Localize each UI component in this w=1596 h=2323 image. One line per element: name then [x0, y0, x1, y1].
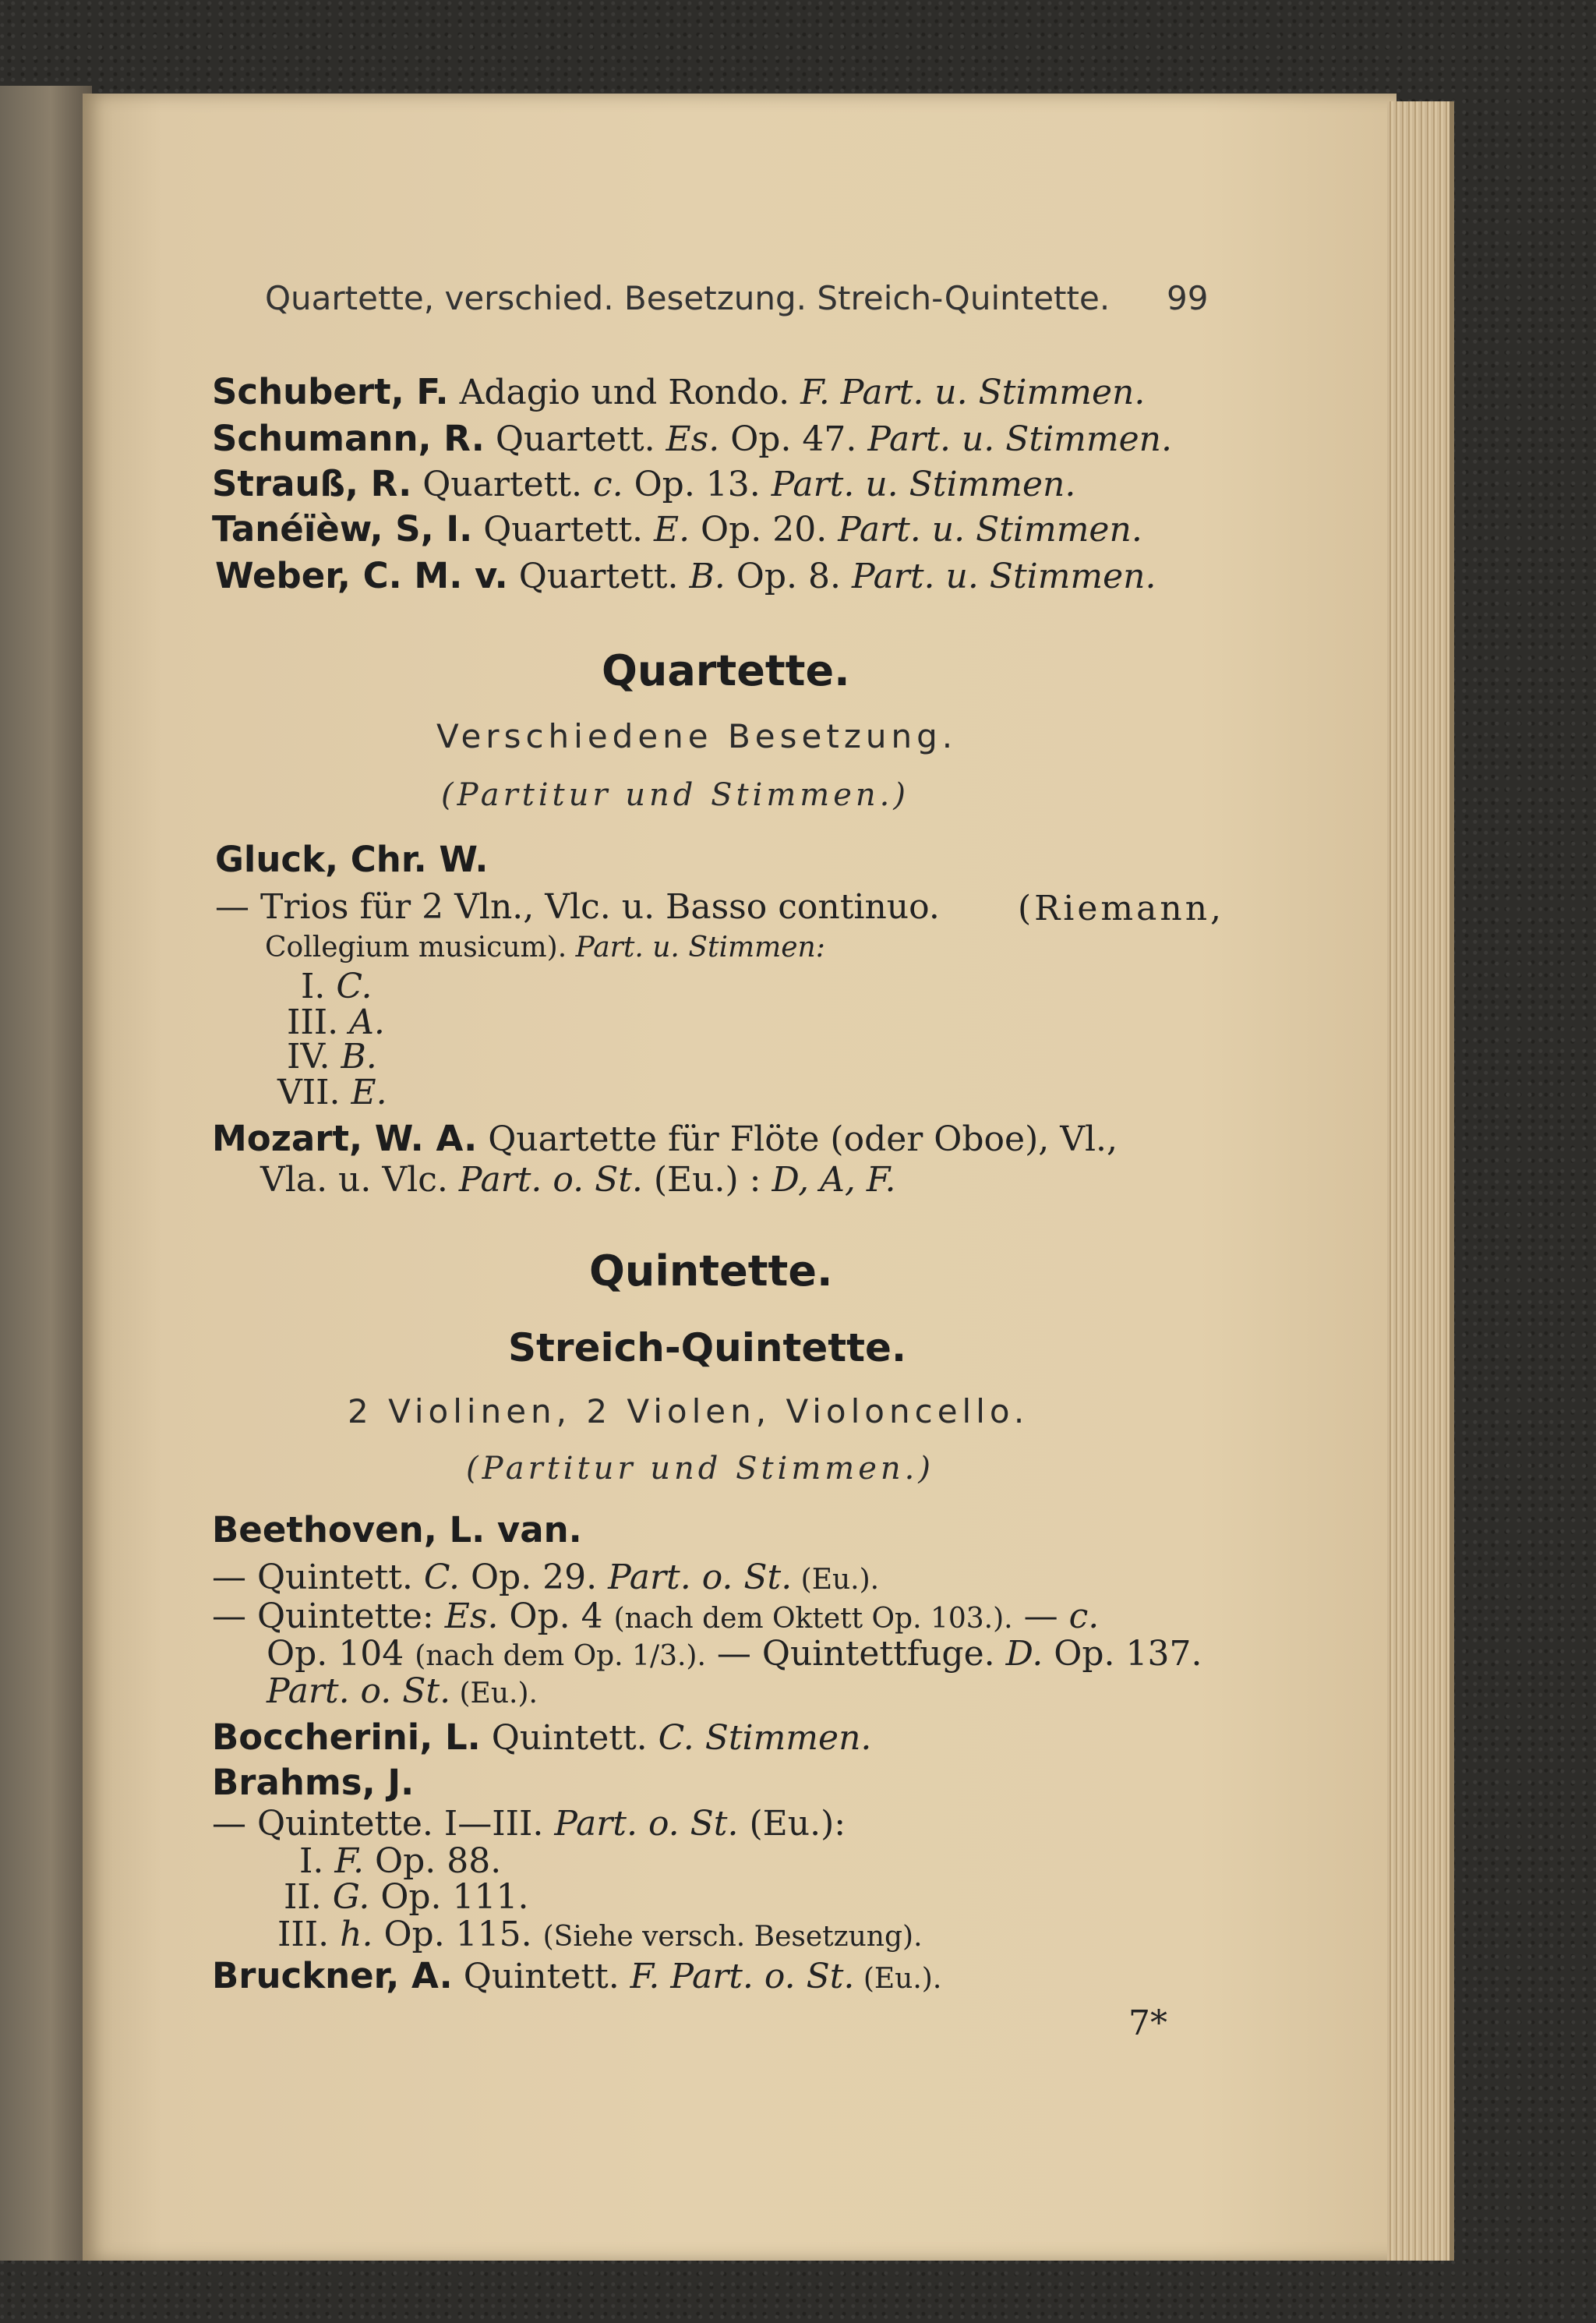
beethoven-line-2: — Quintette: Es. Op. 4 (nach dem Oktett Op. 103.). — c.	[212, 1596, 1100, 1636]
section-note: (Partitur und Stimmen.)	[441, 777, 909, 813]
entry-boccherini: Boccherini, L. Quintett. C. Stimmen.	[212, 1717, 872, 1758]
gluck-line-2: Collegium musicum). Part. u. Stimmen:	[265, 932, 825, 963]
section-title-quintette: Quintette.	[589, 1246, 833, 1296]
gluck-item: VII. E.	[277, 1073, 387, 1112]
gluck-ref: (Riemann,	[1018, 889, 1225, 928]
signature-mark: 7*	[1128, 2003, 1167, 2043]
entry-bruckner: Bruckner, A. Quintett. F. Part. o. St. (Eu.).	[212, 1955, 942, 1996]
gluck-item: I. C.	[301, 967, 373, 1006]
gluck-item: III. A.	[287, 1002, 385, 1042]
scoring: 2 Violinen, 2 Violen, Violoncello.	[348, 1392, 1029, 1430]
beethoven-line-4: Part. o. St. (Eu.).	[267, 1671, 538, 1711]
brahms-item: II. G. Op. 111.	[284, 1877, 529, 1917]
beethoven-line-3: Op. 104 (nach dem Op. 1/3.). — Quintettfuge. D. Op. 137.	[267, 1634, 1202, 1674]
section-title-quartette: Quartette.	[602, 646, 850, 695]
brahms-item: I. F. Op. 88.	[299, 1841, 502, 1881]
entry-weber: Weber, C. M. v. Quartett. B. Op. 8. Part. u. Stimmen.	[215, 555, 1156, 596]
section-subtitle: Verschiedene Besetzung.	[436, 717, 958, 755]
entry-taneiew: Tanéïèw, S, I. Quartett. E. Op. 20. Part. u. Stimmen.	[212, 508, 1142, 550]
beethoven-line-1: — Quintett. C. Op. 29. Part. o. St. (Eu.).	[212, 1558, 880, 1597]
brahms-line-1: — Quintette. I—III. Part. o. St. (Eu.):	[212, 1804, 846, 1844]
running-title: Quartette, verschied. Besetzung. Streich-Quintette.	[265, 279, 1110, 317]
entry-schubert: Schubert, F. Adagio und Rondo. F. Part. u. Stimmen.	[212, 371, 1146, 412]
entry-mozart: Mozart, W. A. Quartette für Flöte (oder Oboe), Vl.,	[212, 1118, 1118, 1159]
composer-brahms: Brahms, J.	[212, 1762, 415, 1803]
entry-schumann: Schumann, R. Quartett. Es. Op. 47. Part. u. Stimmen.	[212, 418, 1172, 459]
brahms-item: III. h. Op. 115. (Siehe versch. Besetzung).	[277, 1915, 923, 1954]
gluck-item: IV. B.	[287, 1037, 377, 1077]
section-subtitle-streich: Streich-Quintette.	[508, 1325, 906, 1370]
section-note: (Partitur und Stimmen.)	[466, 1451, 934, 1487]
entry-strauss: Strauß, R. Quartett. c. Op. 13. Part. u. Stimmen.	[212, 463, 1076, 504]
mozart-line-2: Vla. u. Vlc. Part. o. St. (Eu.) : D, A, F.	[260, 1160, 896, 1200]
gluck-line-1: — Trios für 2 Vln., Vlc. u. Basso continuo.	[215, 887, 940, 927]
page-number: 99	[1167, 279, 1209, 317]
composer-beethoven: Beethoven, L. van.	[212, 1509, 582, 1550]
composer-gluck: Gluck, Chr. W.	[215, 839, 489, 880]
